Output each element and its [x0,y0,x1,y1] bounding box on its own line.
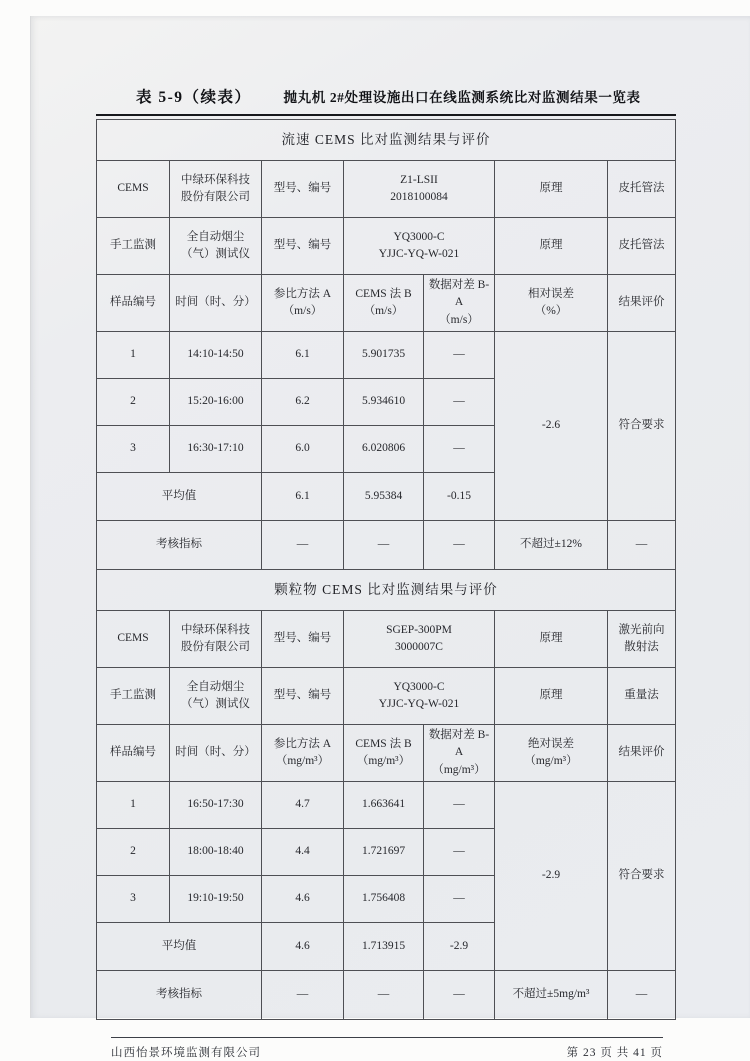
cell-time: 15:20-16:00 [170,379,262,426]
cell-reference-value: 6.0 [262,426,344,473]
assessment-limit: 不超过±12% [495,521,608,570]
average-label: 平均值 [97,473,262,521]
cell-difference: — [424,332,495,379]
cell-time: 14:10-14:50 [170,332,262,379]
cell-reference-value: 4.4 [262,829,344,876]
col-header-result: 结果评价 [608,725,676,782]
assessment-row [97,521,676,570]
cell-cems-value: 5.901735 [344,332,424,379]
model-value: Z1-LSII 2018100084 [344,161,495,218]
equipment-maker: 全自动烟尘 （气）测试仪 [170,668,262,725]
page-footer [111,1037,663,1060]
page-title: 抛丸机 2#处理设施出口在线监测系统比对监测结果一览表 [283,90,641,105]
col-header-cems: CEMS 法 B （m/s） [344,275,424,332]
col-header-cems: CEMS 法 B （mg/m³） [344,725,424,782]
principle-value: 激光前向 散射法 [608,611,676,668]
cell-time: 16:30-17:10 [170,426,262,473]
model-value: SGEP-300PM 3000007C [344,611,495,668]
cell-time: 18:00-18:40 [170,829,262,876]
col-header-difference: 数据对差 B-A （m/s） [424,275,495,332]
average-reference: 4.6 [262,923,344,971]
cell-time: 16:50-17:30 [170,782,262,829]
assessment-result: — [608,971,676,1020]
cell-evaluation-merged: 符合要求 [608,782,676,971]
principle-value: 重量法 [608,668,676,725]
cell-cems-value: 6.020806 [344,426,424,473]
section-title-row-particulate [97,570,676,611]
principle-value: 皮托管法 [608,218,676,275]
cell-difference: — [424,782,495,829]
column-header-row [97,275,676,332]
model-label: 型号、编号 [262,161,344,218]
principle-label: 原理 [495,161,608,218]
cell-cems-value: 1.756408 [344,876,424,923]
cell-error-merged: -2.9 [495,782,608,971]
col-header-error: 相对误差 （%） [495,275,608,332]
cell-difference: — [424,426,495,473]
cell-sample-id: 3 [97,876,170,923]
equipment-kind: CEMS [97,611,170,668]
cell-reference-value: 6.1 [262,332,344,379]
equipment-kind: CEMS [97,161,170,218]
principle-label: 原理 [495,668,608,725]
cell-cems-value: 1.663641 [344,782,424,829]
cell-evaluation-merged: 符合要求 [608,332,676,521]
scanned-page [30,16,750,1059]
col-header-reference: 参比方法 A （m/s） [262,275,344,332]
equipment-row-manual [97,668,676,725]
assessment-cems: — [344,971,424,1020]
cell-sample-id: 1 [97,332,170,379]
principle-label: 原理 [495,611,608,668]
model-value: YQ3000-C YJJC-YQ-W-021 [344,668,495,725]
footer-company: 山西怡景环境监测有限公司 [111,1047,261,1059]
cell-sample-id: 1 [97,782,170,829]
cell-sample-id: 2 [97,829,170,876]
cell-time: 19:10-19:50 [170,876,262,923]
col-header-difference: 数据对差 B-A （mg/m³） [424,725,495,782]
model-label: 型号、编号 [262,218,344,275]
col-header-time: 时间（时、分） [170,275,262,332]
cell-reference-value: 6.2 [262,379,344,426]
assessment-limit: 不超过±5mg/m³ [495,971,608,1020]
column-header-row [97,725,676,782]
average-cems: 1.713915 [344,923,424,971]
equipment-kind: 手工监测 [97,668,170,725]
col-header-reference: 参比方法 A （mg/m³） [262,725,344,782]
footer-page-number: 第 23 页 共 41 页 [566,1047,663,1059]
assessment-row [97,971,676,1020]
average-difference: -0.15 [424,473,495,521]
equipment-kind: 手工监测 [97,218,170,275]
principle-value: 皮托管法 [608,161,676,218]
cell-reference-value: 4.7 [262,782,344,829]
section-title-particulate: 颗粒物 CEMS 比对监测结果与评价 [97,570,676,611]
principle-label: 原理 [495,218,608,275]
equipment-row-cems [97,611,676,668]
equipment-maker: 中绿环保科技 股份有限公司 [170,161,262,218]
model-value: YQ3000-C YJJC-YQ-W-021 [344,218,495,275]
table-number-label: 表 5-9（续表） [136,89,252,106]
assessment-difference: — [424,521,495,570]
title-block [96,85,676,116]
equipment-row-manual [97,218,676,275]
col-header-sample: 样品编号 [97,275,170,332]
assessment-label: 考核指标 [97,521,262,570]
cell-cems-value: 1.721697 [344,829,424,876]
section-title-row-flow [97,120,676,161]
average-reference: 6.1 [262,473,344,521]
assessment-cems: — [344,521,424,570]
table-row [97,332,676,379]
table-row [97,782,676,829]
model-label: 型号、编号 [262,668,344,725]
col-header-result: 结果评价 [608,275,676,332]
assessment-reference: — [262,521,344,570]
col-header-error: 绝对误差 （mg/m³） [495,725,608,782]
equipment-maker: 中绿环保科技 股份有限公司 [170,611,262,668]
average-label: 平均值 [97,923,262,971]
comparison-table [96,119,676,1020]
assessment-difference: — [424,971,495,1020]
page-content [96,16,676,1060]
assessment-reference: — [262,971,344,1020]
section-title-flow: 流速 CEMS 比对监测结果与评价 [97,120,676,161]
average-cems: 5.95384 [344,473,424,521]
cell-difference: — [424,379,495,426]
cell-difference: — [424,876,495,923]
col-header-time: 时间（时、分） [170,725,262,782]
cell-sample-id: 2 [97,379,170,426]
equipment-row-cems [97,161,676,218]
cell-cems-value: 5.934610 [344,379,424,426]
equipment-maker: 全自动烟尘 （气）测试仪 [170,218,262,275]
cell-reference-value: 4.6 [262,876,344,923]
cell-sample-id: 3 [97,426,170,473]
cell-error-merged: -2.6 [495,332,608,521]
assessment-result: — [608,521,676,570]
col-header-sample: 样品编号 [97,725,170,782]
model-label: 型号、编号 [262,611,344,668]
average-difference: -2.9 [424,923,495,971]
cell-difference: — [424,829,495,876]
assessment-label: 考核指标 [97,971,262,1020]
